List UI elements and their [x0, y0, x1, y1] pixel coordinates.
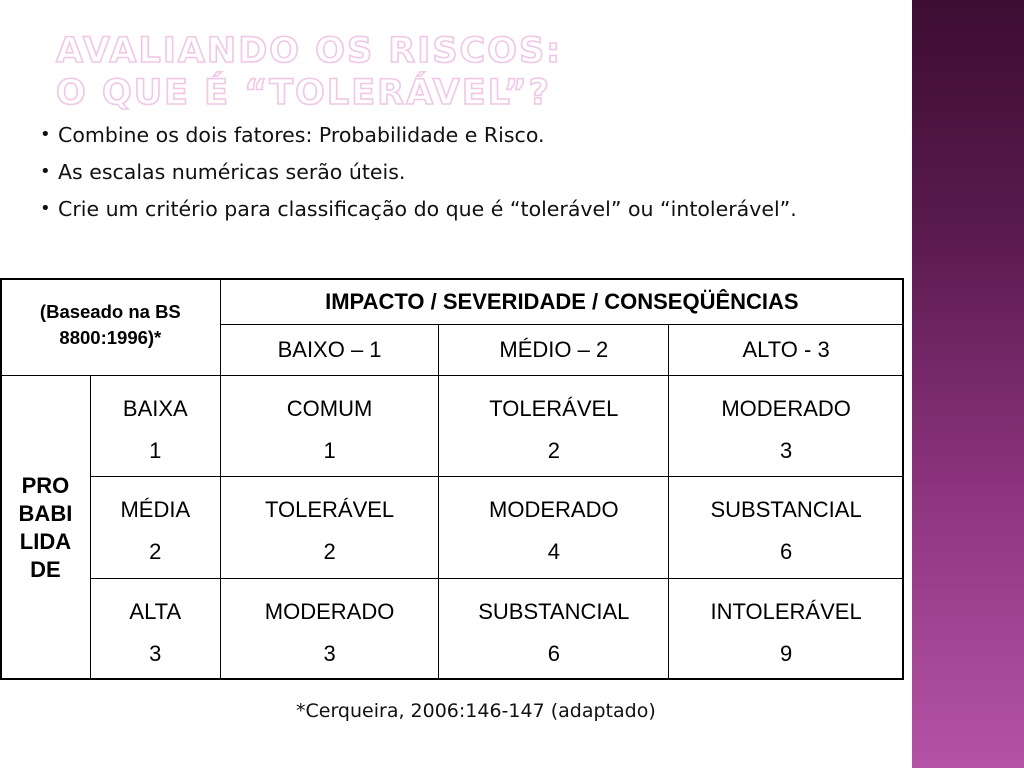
probability-label-part: PRO [21, 472, 70, 498]
risk-label: MODERADO [264, 598, 395, 624]
title-line-2: O QUE É “TOLERÁVEL”? [56, 73, 552, 113]
risk-score: 1 [323, 438, 336, 464]
impact-header: IMPACTO / SEVERIDADE / CONSEQÜÊNCIAS [220, 279, 903, 325]
probability-level-value: 3 [149, 640, 162, 666]
bullet-item [40, 122, 840, 148]
probability-level-cell [90, 578, 220, 679]
impact-level-high: ALTO - 3 [669, 325, 904, 376]
bullet-marker: • [40, 161, 51, 182]
risk-cell [220, 477, 439, 578]
decorative-side-panel [912, 0, 1024, 768]
risk-score: 6 [779, 539, 793, 565]
probability-label-part: DE [30, 556, 61, 582]
risk-cell [439, 376, 669, 477]
risk-score: 6 [547, 640, 560, 666]
risk-score: 2 [547, 438, 560, 464]
probability-level-cell [90, 477, 220, 578]
probability-level-cell [90, 376, 220, 477]
probability-level-name: BAIXA [122, 396, 188, 422]
risk-label: COMUM [286, 396, 373, 422]
probability-level-name: MÉDIA [120, 497, 191, 523]
risk-cell [439, 477, 669, 578]
risk-cell [220, 376, 439, 477]
risk-label: MODERADO [721, 396, 851, 422]
table-row [1, 376, 904, 477]
table-row [1, 578, 904, 679]
probability-level-value: 1 [149, 438, 162, 464]
risk-score: 4 [547, 539, 560, 565]
bullet-item [40, 196, 840, 222]
risk-score: 3 [779, 438, 793, 464]
table-header-row [1, 279, 904, 325]
probability-label-part: LIDA [19, 528, 72, 554]
bullet-item [40, 159, 840, 185]
risk-cell [669, 477, 904, 578]
impact-level-medium: MÉDIO – 2 [439, 325, 669, 376]
risk-label: TOLERÁVEL [264, 497, 395, 523]
bullet-marker: • [40, 198, 51, 219]
risk-label: SUBSTANCIAL [710, 497, 862, 523]
probability-level-value: 2 [149, 539, 162, 565]
risk-cell [669, 578, 904, 679]
risk-label: SUBSTANCIAL [478, 598, 630, 624]
title-line-1: AVALIANDO OS RISCOS: [56, 31, 563, 71]
risk-cell [220, 578, 439, 679]
risk-matrix-table [0, 278, 904, 680]
bullet-text: Crie um critério para classificação do que é “tolerável” ou “intolerável”. [58, 197, 797, 221]
risk-label: INTOLERÁVEL [710, 598, 862, 624]
risk-score: 2 [323, 539, 336, 565]
bullet-list [40, 122, 840, 233]
risk-label: TOLERÁVEL [489, 396, 619, 422]
risk-score: 9 [779, 640, 793, 666]
bullet-text: Combine os dois fatores: Probabilidade e Risco. [58, 123, 545, 147]
risk-label: MODERADO [489, 497, 619, 523]
footnote: *Cerqueira, 2006:146-147 (adaptado) [296, 700, 656, 722]
basis-note-cell [1, 279, 221, 376]
table-row [1, 477, 904, 578]
probability-level-name: ALTA [129, 598, 182, 624]
basis-line-1: (Baseado na BS [39, 301, 181, 322]
probability-label-part: BABI [18, 500, 73, 526]
risk-cell [669, 376, 904, 477]
slide-title [56, 30, 896, 114]
risk-cell [439, 578, 669, 679]
impact-level-low: BAIXO – 1 [220, 325, 439, 376]
bullet-marker: • [40, 124, 51, 145]
probability-label [1, 376, 91, 680]
risk-score: 3 [323, 640, 336, 666]
bullet-text: As escalas numéricas serão úteis. [58, 160, 406, 184]
basis-line-2: 8800:1996)* [59, 327, 162, 348]
